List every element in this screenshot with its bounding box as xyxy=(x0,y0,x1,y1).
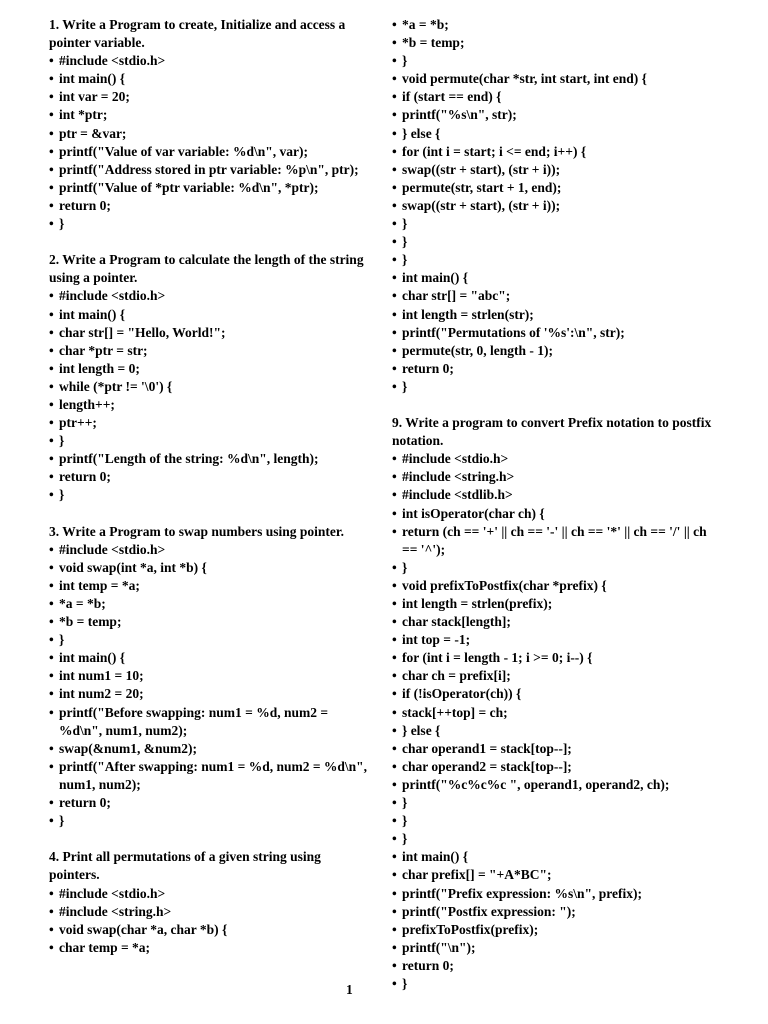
code-line: • for (int i = length - 1; i >= 0; i--) { xyxy=(392,649,716,667)
code-line: • int isOperator(char ch) { xyxy=(392,505,716,523)
code-line: • int main() { xyxy=(49,649,371,667)
code-line: • int temp = *a; xyxy=(49,577,371,595)
code-line: • printf("Postfix expression: "); xyxy=(392,903,716,921)
code-lines xyxy=(49,885,371,957)
section-title: 9. Write a program to convert Prefix notation to postfix notation. xyxy=(392,415,712,449)
section-title: 4. Print all permutations of a given string using pointers. xyxy=(49,849,321,883)
code-line: • permute(str, 0, length - 1); xyxy=(392,342,716,360)
code-line: • if (start == end) { xyxy=(392,88,716,106)
section-title: 2. Write a Program to calculate the length of the string using a pointer. xyxy=(49,252,364,286)
code-line: • swap(&num1, &num2); xyxy=(49,740,371,758)
code-line: • prefixToPostfix(prefix); xyxy=(392,921,716,939)
code-line: • return 0; xyxy=(392,957,716,975)
code-line: • stack[++top] = ch; xyxy=(392,704,716,722)
code-line: • int top = -1; xyxy=(392,631,716,649)
section-title: 1. Write a Program to create, Initialize and access a pointer variable. xyxy=(49,17,346,51)
code-line: • } xyxy=(392,812,716,830)
code-line: • permute(str, start + 1, end); xyxy=(392,179,716,197)
code-section xyxy=(392,16,716,396)
code-section xyxy=(49,848,371,957)
code-lines xyxy=(392,16,716,396)
code-line: • int length = strlen(str); xyxy=(392,306,716,324)
code-line: • #include <stdio.h> xyxy=(392,450,716,468)
code-line: • } xyxy=(392,251,716,269)
code-lines xyxy=(49,287,371,504)
code-line: • } xyxy=(392,794,716,812)
code-line: • printf("Value of *ptr variable: %d\n", *ptr); xyxy=(49,179,371,197)
code-line: • void prefixToPostfix(char *prefix) { xyxy=(392,577,716,595)
code-section xyxy=(392,414,716,993)
code-line: • while (*ptr != '\0') { xyxy=(49,378,371,396)
code-line: • } xyxy=(392,378,716,396)
code-line: • } xyxy=(392,975,716,993)
code-line: • } xyxy=(49,812,371,830)
code-lines xyxy=(49,52,371,233)
code-line: • printf("Address stored in ptr variable: %p\n", ptr); xyxy=(49,161,371,179)
code-lines xyxy=(49,541,371,831)
code-line: • printf("Before swapping: num1 = %d, num2 = %d\n", num1, num2); xyxy=(49,704,371,740)
code-line: • } xyxy=(49,432,371,450)
code-section xyxy=(49,523,371,831)
code-line: • int main() { xyxy=(49,306,371,324)
code-line: • int *ptr; xyxy=(49,106,371,124)
code-line: • #include <stdio.h> xyxy=(49,287,371,305)
code-line: • char *ptr = str; xyxy=(49,342,371,360)
code-line: • } xyxy=(49,631,371,649)
code-line: • } xyxy=(392,559,716,577)
code-line: • #include <string.h> xyxy=(392,468,716,486)
code-line: • return 0; xyxy=(392,360,716,378)
code-line: • #include <stdio.h> xyxy=(49,885,371,903)
section-title: 3. Write a Program to swap numbers using pointer. xyxy=(49,523,345,539)
code-line: • int num1 = 10; xyxy=(49,667,371,685)
code-line: • int main() { xyxy=(392,269,716,287)
code-line: • #include <stdio.h> xyxy=(49,52,371,70)
code-line: • printf("%c%c%c ", operand1, operand2, ch); xyxy=(392,776,716,794)
code-line: • char stack[length]; xyxy=(392,613,716,631)
code-line: • } xyxy=(392,233,716,251)
code-line: • *a = *b; xyxy=(49,595,371,613)
page-number: 1 xyxy=(346,982,353,997)
code-line: • } xyxy=(49,486,371,504)
code-line: • } xyxy=(49,215,371,233)
code-line: • char temp = *a; xyxy=(49,939,371,957)
code-line: • char ch = prefix[i]; xyxy=(392,667,716,685)
code-line: • char operand1 = stack[top--]; xyxy=(392,740,716,758)
code-line: • return 0; xyxy=(49,468,371,486)
code-line: • char prefix[] = "+A*BC"; xyxy=(392,866,716,884)
code-line: • char str[] = "Hello, World!"; xyxy=(49,324,371,342)
code-section xyxy=(49,251,371,504)
code-line: • for (int i = start; i <= end; i++) { xyxy=(392,143,716,161)
code-line: • return 0; xyxy=(49,794,371,812)
left-column xyxy=(49,16,371,957)
code-line: • void swap(char *a, char *b) { xyxy=(49,921,371,939)
code-line: • printf("Permutations of '%s':\n", str); xyxy=(392,324,716,342)
code-line: • } xyxy=(392,52,716,70)
code-line: • ptr++; xyxy=(49,414,371,432)
code-line: • printf("Length of the string: %d\n", length); xyxy=(49,450,371,468)
code-line: • char str[] = "abc"; xyxy=(392,287,716,305)
code-line: • *a = *b; xyxy=(392,16,716,34)
code-section xyxy=(49,16,371,233)
code-line: • return 0; xyxy=(49,197,371,215)
code-line: • int length = 0; xyxy=(49,360,371,378)
code-line: • swap((str + start), (str + i)); xyxy=(392,197,716,215)
code-line: • } xyxy=(392,830,716,848)
code-line: • int num2 = 20; xyxy=(49,685,371,703)
code-line: • printf("Prefix expression: %s\n", prefix); xyxy=(392,885,716,903)
code-line: • } else { xyxy=(392,722,716,740)
code-line: • length++; xyxy=(49,396,371,414)
code-line: • if (!isOperator(ch)) { xyxy=(392,685,716,703)
code-line: • void permute(char *str, int start, int end) { xyxy=(392,70,716,88)
code-line: • int var = 20; xyxy=(49,88,371,106)
code-lines xyxy=(392,450,716,993)
code-line: • char operand2 = stack[top--]; xyxy=(392,758,716,776)
code-line: • printf("Value of var variable: %d\n", var); xyxy=(49,143,371,161)
code-line: • } xyxy=(392,215,716,233)
code-line: • swap((str + start), (str + i)); xyxy=(392,161,716,179)
code-line: • printf("%s\n", str); xyxy=(392,106,716,124)
code-line: • #include <string.h> xyxy=(49,903,371,921)
code-line: • *b = temp; xyxy=(392,34,716,52)
code-line: • void swap(int *a, int *b) { xyxy=(49,559,371,577)
code-line: • printf("\n"); xyxy=(392,939,716,957)
code-line: • int length = strlen(prefix); xyxy=(392,595,716,613)
code-line: • *b = temp; xyxy=(49,613,371,631)
code-line: • } else { xyxy=(392,125,716,143)
code-line: • #include <stdio.h> xyxy=(49,541,371,559)
code-line: • ptr = &var; xyxy=(49,125,371,143)
right-column xyxy=(392,16,716,993)
code-line: • int main() { xyxy=(392,848,716,866)
code-line: • #include <stdlib.h> xyxy=(392,486,716,504)
code-line: • int main() { xyxy=(49,70,371,88)
code-line: • return (ch == '+' || ch == '-' || ch == '*' || ch == '/' || ch == '^'); xyxy=(392,523,716,559)
code-line: • printf("After swapping: num1 = %d, num2 = %d\n", num1, num2); xyxy=(49,758,371,794)
